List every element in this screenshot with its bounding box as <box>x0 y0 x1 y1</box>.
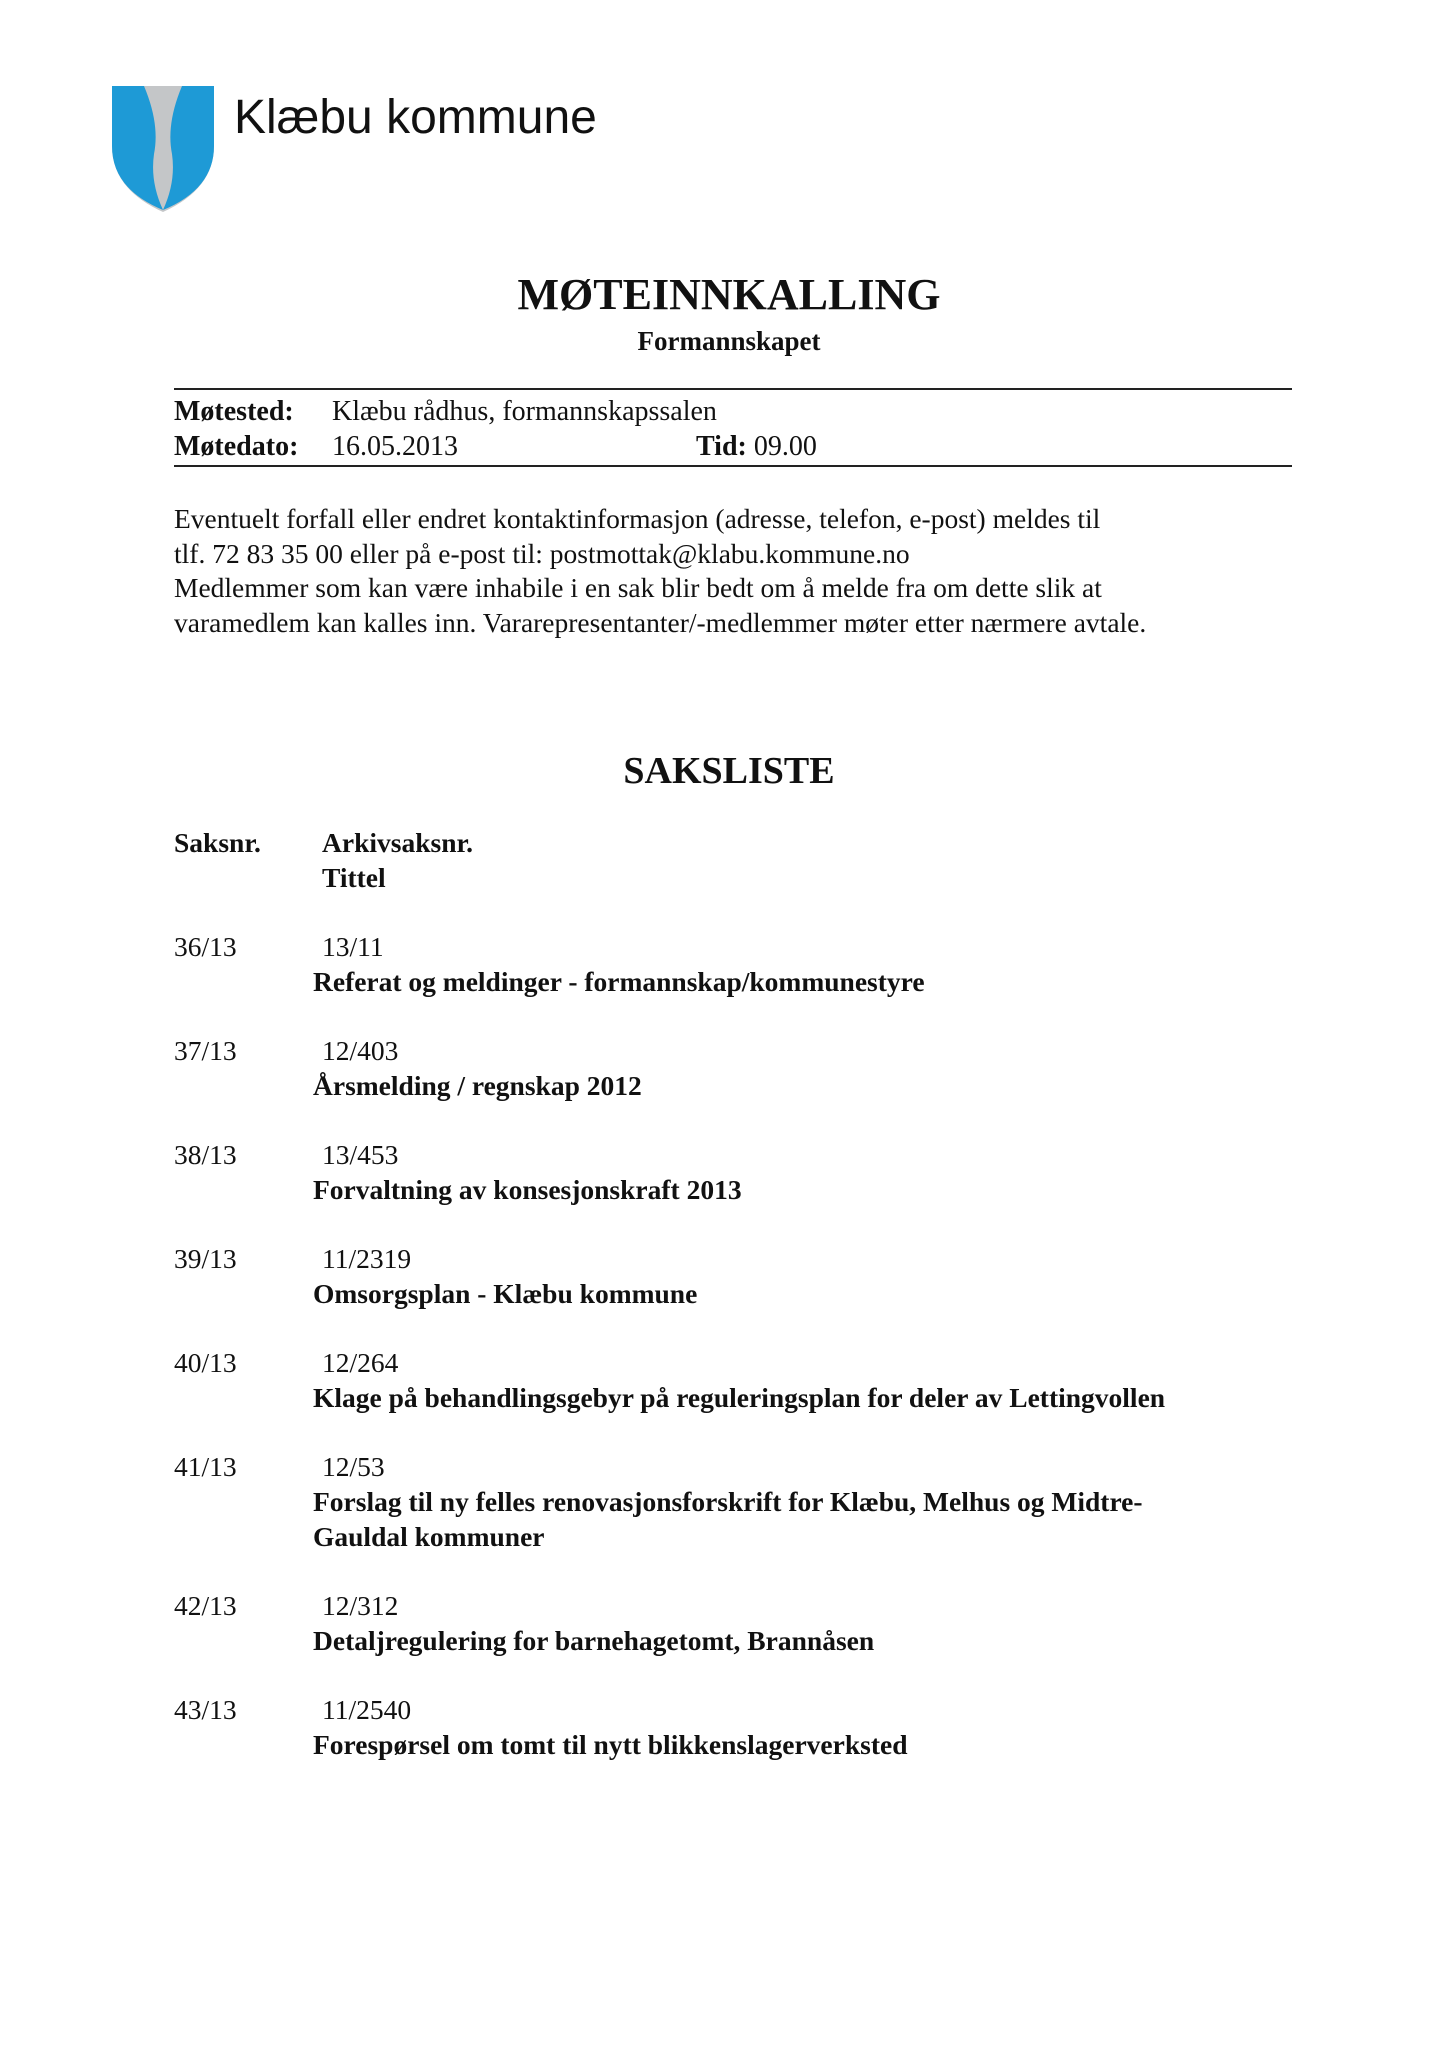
case-number: 36/13 <box>174 931 237 962</box>
col-header-title: Tittel <box>322 862 386 893</box>
divider-bottom <box>174 465 1292 467</box>
archive-number: 11/2540 <box>322 1694 412 1725</box>
case-title-line: Forespørsel om tomt til nytt blikkenslagerverksted <box>313 1729 908 1760</box>
notice-line: varamedlem kan kalles inn. Vararepresentanter/-medlemmer møter etter nærmere avtale. <box>174 606 1147 638</box>
meeting-date-row <box>174 430 817 464</box>
archive-number: 11/2319 <box>322 1243 412 1274</box>
document-title: MØTEINNKALLING <box>517 270 941 319</box>
meeting-date: 16.05.2013 <box>332 431 458 462</box>
archive-number: 12/53 <box>322 1451 385 1482</box>
case-title <box>313 1069 1313 1104</box>
case-title-line: Klage på behandlingsgebyr på reguleringsplan for deler av Lettingvollen <box>313 1382 1166 1413</box>
archive-number: 12/403 <box>322 1035 399 1066</box>
meeting-date-value <box>332 430 817 464</box>
case-number: 42/13 <box>174 1590 237 1621</box>
meeting-time <box>696 430 817 464</box>
case-number: 38/13 <box>174 1139 237 1170</box>
archive-number: 12/264 <box>322 1347 399 1378</box>
archive-number: 13/453 <box>322 1139 399 1170</box>
meeting-place-value: Klæbu rådhus, formannskapssalen <box>332 396 717 427</box>
col-header-archive: Arkivsaksnr. <box>322 827 474 858</box>
archive-number: 13/11 <box>322 931 384 962</box>
archive-number: 12/312 <box>322 1590 399 1621</box>
notice-text <box>174 502 1294 640</box>
case-number: 40/13 <box>174 1347 237 1378</box>
case-number: 37/13 <box>174 1035 237 1066</box>
document-subtitle: Formannskapet <box>637 326 821 356</box>
meeting-place-label: Møtested: <box>174 396 294 427</box>
case-title-line: Forvaltning av konsesjonskraft 2013 <box>313 1174 742 1205</box>
case-title-line: Omsorgsplan - Klæbu kommune <box>313 1278 698 1309</box>
case-title <box>313 1173 1313 1208</box>
meeting-date-label: Møtedato: <box>174 431 299 462</box>
case-title <box>313 965 1313 1000</box>
case-title <box>313 1277 1313 1312</box>
meeting-time-value: 09.00 <box>753 431 817 462</box>
case-title <box>313 1728 1313 1763</box>
notice-line: Medlemmer som kan være inhabile i en sak blir bedt om å melde fra om dette slik at <box>174 572 1102 603</box>
case-title <box>313 1485 1313 1554</box>
klaebu-coat-of-arms-icon <box>110 84 216 214</box>
case-number: 41/13 <box>174 1451 237 1482</box>
case-title-line: Referat og meldinger - formannskap/kommunestyre <box>313 966 925 997</box>
case-title <box>313 1381 1313 1416</box>
meeting-time-label: Tid: <box>696 431 747 462</box>
case-title <box>313 1624 1313 1659</box>
organization-name: Klæbu kommune <box>234 91 597 144</box>
case-number: 43/13 <box>174 1694 237 1725</box>
case-title-line: Årsmelding / regnskap 2012 <box>313 1070 642 1101</box>
notice-line: Eventuelt forfall eller endret kontaktinformasjon (adresse, telefon, e-post) meldes til <box>174 503 1101 534</box>
case-number: 39/13 <box>174 1243 237 1274</box>
case-title-line: Detaljregulering for barnehagetomt, Brannåsen <box>313 1625 875 1656</box>
case-title-line: Forslag til ny felles renovasjonsforskrift for Klæbu, Melhus og Midtre- <box>313 1486 1143 1517</box>
meeting-place-row <box>174 395 717 429</box>
agenda-title: SAKSLISTE <box>623 750 835 792</box>
col-header-case: Saksnr. <box>174 827 261 858</box>
notice-line: tlf. 72 83 35 00 eller på e-post til: postmottak@klabu.kommune.no <box>174 537 910 569</box>
divider-top <box>174 388 1292 390</box>
case-title-line: Gauldal kommuner <box>313 1520 545 1552</box>
